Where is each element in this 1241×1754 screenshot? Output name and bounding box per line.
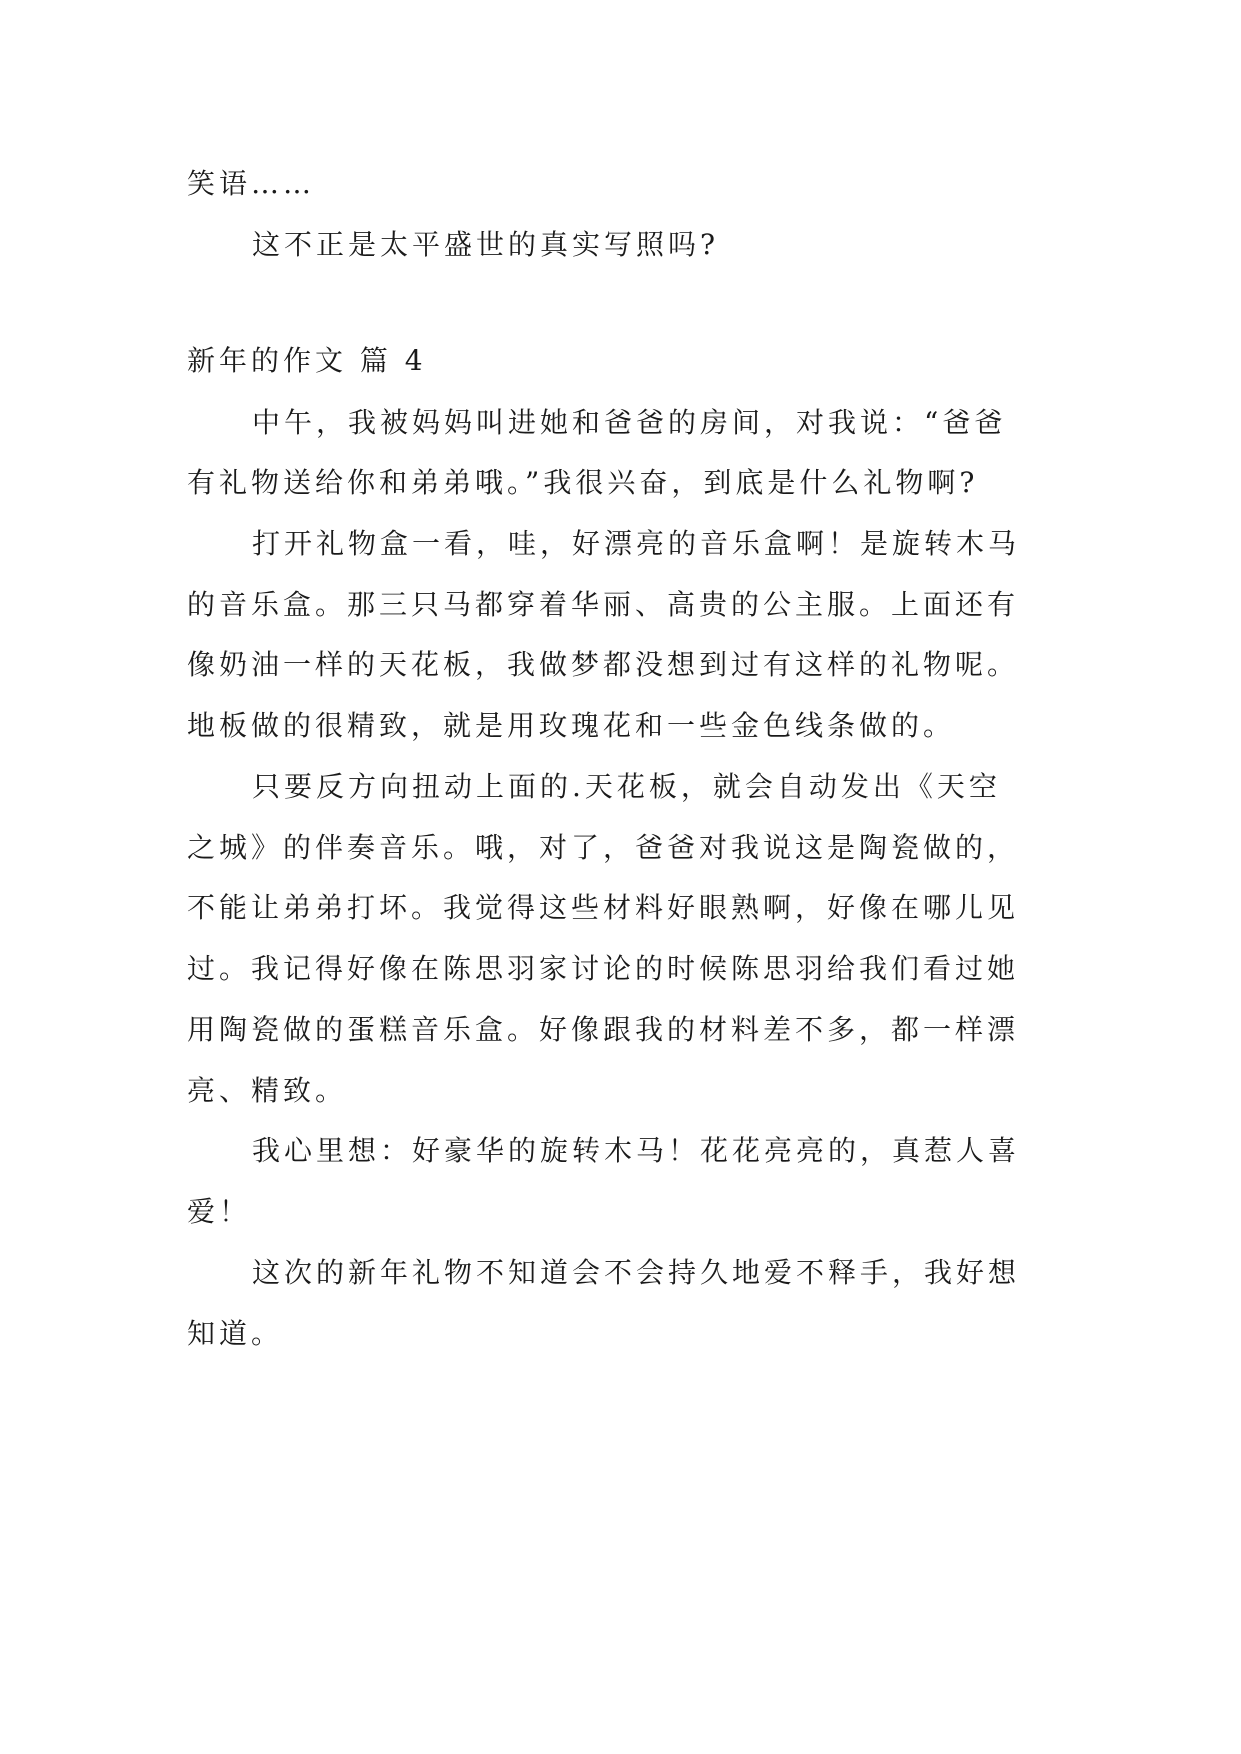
text-line: 爱！ [187, 1195, 252, 1228]
text-line: 像奶油一样的天花板，我做梦都没想到过有这样的礼物呢。 [187, 648, 1020, 681]
section-heading: 新年的作文 篇 4 [187, 344, 427, 377]
text-line: 我心里想：好豪华的旋转木马！花花亮亮的，真惹人喜 [252, 1134, 1021, 1167]
text-line: 打开礼物盒一看，哇，好漂亮的音乐盒啊！是旋转木马 [252, 527, 1021, 560]
text-line: 笑语…… [187, 167, 316, 200]
text-line: 这次的新年礼物不知道会不会持久地爱不释手，我好想 [252, 1256, 1021, 1289]
text-line: 只要反方向扭动上面的.天花板，就会自动发出《天空 [252, 770, 1001, 803]
text-line: 过。我记得好像在陈思羽家讨论的时候陈思羽给我们看过她 [187, 952, 1020, 985]
text-line: 不能让弟弟打坏。我觉得这些材料好眼熟啊，好像在哪儿见 [187, 891, 1020, 924]
text-line: 有礼物送给你和弟弟哦。”我很兴奋，到底是什么礼物啊? [187, 466, 979, 499]
text-line: 地板做的很精致，就是用玫瑰花和一些金色线条做的。 [187, 709, 956, 742]
text-line: 之城》的伴奏音乐。哦，对了，爸爸对我说这是陶瓷做的， [187, 831, 1020, 864]
text-line: 用陶瓷做的蛋糕音乐盒。好像跟我的材料差不多，都一样漂 [187, 1013, 1020, 1046]
text-line: 中午，我被妈妈叫进她和爸爸的房间，对我说：“爸爸 [252, 406, 1007, 439]
text-line: 的音乐盒。那三只马都穿着华丽、高贵的公主服。上面还有 [187, 588, 1020, 621]
text-line: 知道。 [187, 1317, 284, 1350]
text-line: 亮、精致。 [187, 1074, 348, 1107]
text-line: 这不正是太平盛世的真实写照吗? [252, 228, 720, 261]
